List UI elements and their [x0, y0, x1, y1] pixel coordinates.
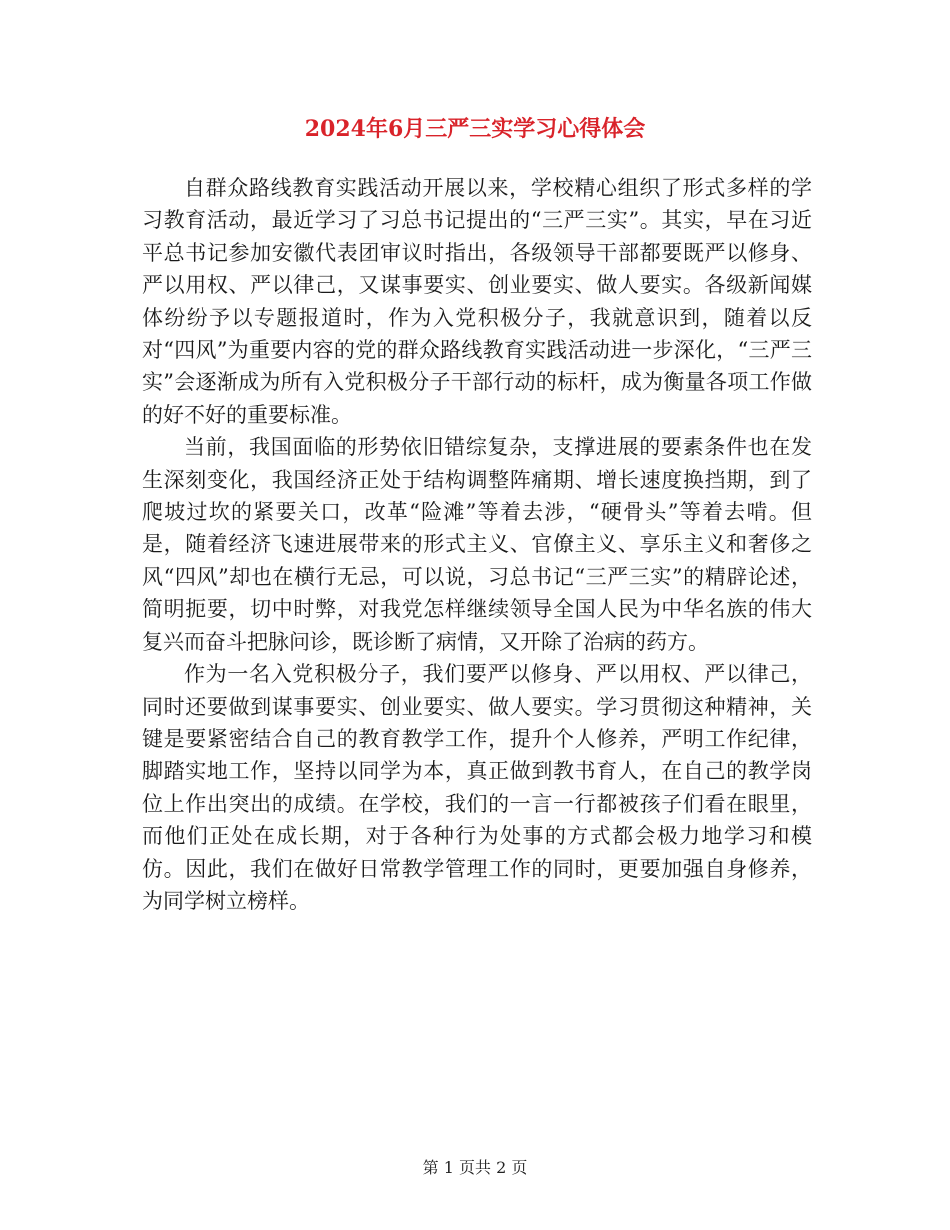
document-body [142, 172, 812, 917]
paragraph-1: 自群众路线教育实践活动开展以来，学校精心组织了形式多样的学习教育活动，最近学习了习总书记提出的“三严三实”。其实，早在习近平总书记参加安徽代表团审议时指出，各级领导干部都要既严以修身、严以用权、严以律己，又谋事要实、创业要实、做人要实。各级新闻媒体纷纷予以专题报道时，作为入党积极分子，我就意识到，随着以反对“四风”为重要内容的党的群众路线教育实践活动进一步深化，“三严三实”会逐渐成为所有入党积极分子干部行动的标杆，成为衡量各项工作做的好不好的重要标准。 [142, 176, 812, 427]
paragraph-2: 当前，我国面临的形势依旧错综复杂，支撑进展的要素条件也在发生深刻变化，我国经济正处于结构调整阵痛期、增长速度换挡期，到了爬坡过坎的紧要关口，改革“险滩”等着去涉，“硬骨头”等着去啃。但是，随着经济飞速进展带来的形式主义、官僚主义、享乐主义和奢侈之风“四风”却也在横行无忌，可以说，习总书记“三严三实”的精辟论述，简明扼要，切中时弊，对我党怎样继续领导全国人民为中华名族的伟大复兴而奋斗把脉问诊，既诊断了病情，又开除了治病的药方。 [142, 435, 812, 654]
paragraph-3: 作为一名入党积极分子，我们要严以修身、严以用权、严以律己，同时还要做到谋事要实、创业要实、做人要实。学习贯彻这种精神，关键是要紧密结合自己的教育教学工作，提升个人修养，严明工作纪律，脚踏实地工作，坚持以同学为本，真正做到教书育人，在自己的教学岗位上作出突出的成绩。在学校，我们的一言一行都被孩子们看在眼里，而他们正处在成长期，对于各种行为处事的方式都会极力地学习和模仿。因此，我们在做好日常教学管理工作的同时，更要加强自身修养，为同学树立榜样。 [142, 662, 812, 913]
document-title: 2024年6月三严三实学习心得体会 [304, 116, 646, 142]
page-number-footer: 第 1 页共 2 页 [422, 1158, 528, 1177]
